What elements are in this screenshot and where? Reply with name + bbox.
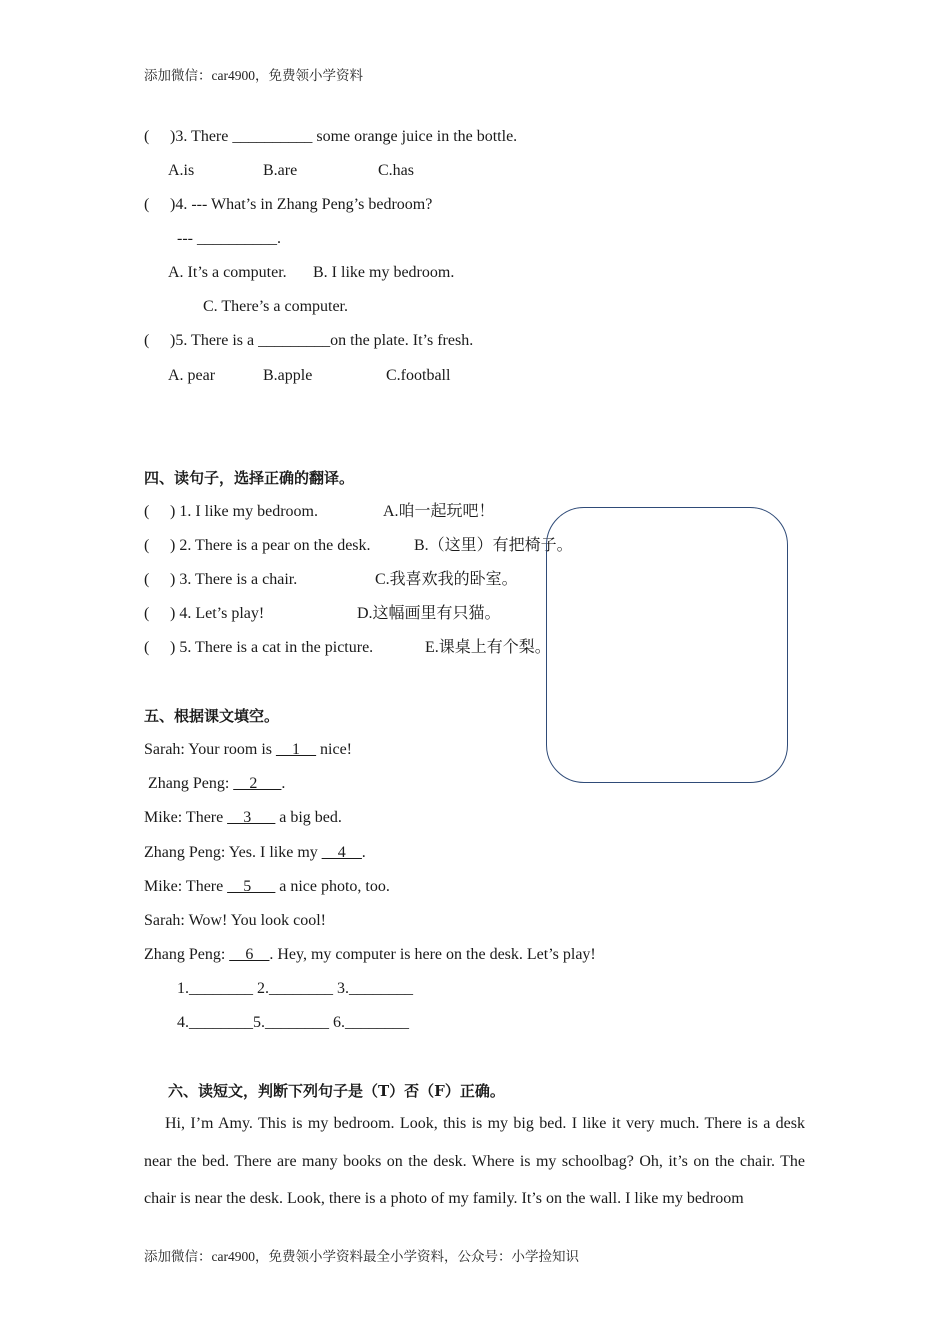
- q5-option-c: C.football: [386, 367, 451, 384]
- s4-item3-sentence: ) 3. There is a chair.: [170, 571, 298, 588]
- dialogue-text: Sarah: Your room is: [144, 741, 277, 758]
- dialogue-text: Mike: There: [144, 809, 228, 826]
- blank-4: __4__: [321, 844, 362, 861]
- section4-title: 四、读句子，选择正确的翻译。: [144, 469, 355, 487]
- reading-passage: Hi, I’m Amy. This is my bedroom. Look, this is my big bed. I like it very much. There is a desk near the bed. There are many books on the desk. Where is my schoolbag? Oh, it’s on the chair. The chair is near the desk. Look, there is a photo of my family. It’s on the wall. I like my bedroom: [144, 1115, 805, 1207]
- q4-answer-line: --- __________.: [177, 230, 281, 247]
- s4-item3-translation: C.我喜欢我的卧室。: [375, 571, 518, 588]
- s4-item5-sentence: ) 5. There is a cat in the picture.: [170, 639, 374, 656]
- s4-item5-translation: E.课桌上有个梨。: [425, 639, 551, 656]
- s4-item4-translation: D.这幅画里有只猫。: [357, 605, 501, 622]
- section6-title: 六、读短文，判断下列句子是（T）否（F）正确。: [168, 1082, 505, 1100]
- dialogue-text: a nice photo, too.: [275, 878, 390, 895]
- section5-title: 五、根据课文填空。: [144, 707, 280, 725]
- dialogue-text: a big bed.: [275, 809, 342, 826]
- answer-row-1: 1.________ 2.________ 3.________: [177, 980, 413, 997]
- s4-item1-sentence: ) 1. I like my bedroom.: [170, 503, 318, 520]
- s4-item1-paren: (: [144, 503, 150, 520]
- q5-paren: (: [144, 332, 150, 349]
- blank-1: __1__: [276, 741, 317, 758]
- dialogue-text: Zhang Peng:: [144, 775, 234, 792]
- q3-option-b: B.are: [263, 162, 298, 179]
- s4-item2-sentence: ) 2. There is a pear on the desk.: [170, 537, 371, 554]
- dialogue-line-1: [144, 740, 352, 760]
- dialogue-text: Zhang Peng:: [144, 946, 230, 963]
- q4-option-c: C. There’s a computer.: [203, 298, 348, 315]
- dialogue-line-5: [144, 877, 390, 897]
- s4-item4-sentence: ) 4. Let’s play!: [170, 605, 265, 622]
- blank-5: __5___: [227, 878, 276, 895]
- dialogue-text: Mike: There: [144, 878, 228, 895]
- dialogue-text: Zhang Peng: Yes. I like my: [144, 844, 322, 861]
- q5-option-a: A. pear: [168, 367, 216, 384]
- s4-item3-paren: (: [144, 571, 150, 588]
- s4-item4-paren: (: [144, 605, 150, 622]
- dialogue-text: .: [361, 844, 366, 861]
- blank-3: __3___: [227, 809, 276, 826]
- dialogue-text: . Hey, my computer is here on the desk. Let’s play!: [269, 946, 596, 963]
- rounded-rectangle-box: [546, 507, 788, 783]
- q4-option-a: A. It’s a computer.: [168, 264, 287, 281]
- q3-paren: (: [144, 128, 150, 145]
- s4-item5-paren: (: [144, 639, 150, 656]
- dialogue-text: .: [281, 775, 286, 792]
- q5-stem: )5. There is a _________on the plate. It’s fresh.: [170, 332, 474, 349]
- s4-item1-translation: A.咱一起玩吧！: [383, 503, 495, 520]
- q5-option-b: B.apple: [263, 367, 313, 384]
- blank-2: __2___: [233, 775, 282, 792]
- s4-item2-translation: B.（这里）有把椅子。: [414, 537, 573, 554]
- answer-row-2: 4.________5.________ 6.________: [177, 1014, 409, 1031]
- page-footer: 添加微信：car4900，免费领小学资料最全小学资料，公众号：小学捡知识: [144, 1249, 579, 1264]
- q4-paren: (: [144, 196, 150, 213]
- dialogue-line-6: Sarah: Wow! You look cool!: [144, 912, 326, 929]
- page-header: 添加微信：car4900，免费领小学资料: [144, 68, 363, 83]
- dialogue-line-4: [144, 843, 366, 863]
- q4-stem: )4. --- What’s in Zhang Peng’s bedroom?: [170, 196, 433, 213]
- dialogue-line-7: [144, 945, 596, 965]
- q3-stem: )3. There __________ some orange juice in the bottle.: [170, 128, 518, 145]
- dialogue-text: nice!: [316, 741, 352, 758]
- dialogue-line-2: [144, 774, 285, 794]
- dialogue-line-3: [144, 808, 342, 828]
- q4-option-b: B. I like my bedroom.: [313, 264, 455, 281]
- q3-option-c: C.has: [378, 162, 414, 179]
- q3-option-a: A.is: [168, 162, 195, 179]
- s4-item2-paren: (: [144, 537, 150, 554]
- blank-6: __6__: [229, 946, 270, 963]
